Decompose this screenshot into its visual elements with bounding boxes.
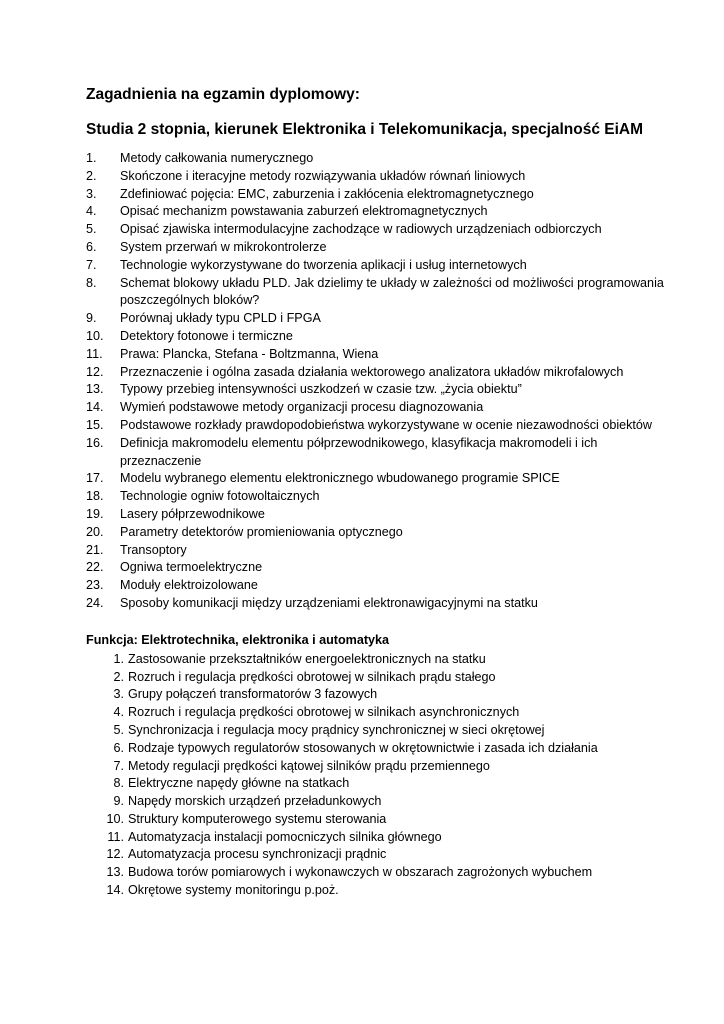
list-item xyxy=(86,595,684,613)
list-item-number: 21. xyxy=(86,542,104,557)
list-item-number: 15. xyxy=(86,417,104,432)
list-item-text: Budowa torów pomiarowych i wykonawczych w obszarach zagrożonych wybuchem xyxy=(128,865,593,880)
list-item-text: Detektory fotonowe i termiczne xyxy=(120,328,293,343)
list-item-text: Technologie ogniw fotowoltaicznych xyxy=(120,489,320,504)
list-item-text: Podstawowe rozkłady prawdopodobieństwa wykorzystywane w ocenie niezawodności obiektów xyxy=(120,417,653,432)
list-item-number: 6. xyxy=(86,239,97,254)
list-item xyxy=(86,488,684,506)
list-item-text: Opisać zjawiska intermodulacyjne zachodzące w radiowych urządzeniach odbiorczych xyxy=(120,222,602,237)
list-item xyxy=(86,524,684,542)
list-item-number: 13. xyxy=(106,865,124,880)
list-item xyxy=(86,864,684,882)
list-item xyxy=(86,257,684,275)
list-item-text: Rozruch i regulacja prędkości obrotowej w silnikach prądu stałego xyxy=(128,669,496,684)
list-item-number: 7. xyxy=(86,257,97,272)
list-item xyxy=(86,882,684,900)
list-item-number: 2. xyxy=(86,168,97,183)
list-item-number: 9. xyxy=(113,794,124,809)
list-item-number: 5. xyxy=(86,222,97,237)
list-item xyxy=(86,686,684,704)
list-item-number: 18. xyxy=(86,489,104,504)
list-item xyxy=(86,829,684,847)
list-item-text: Typowy przebieg intensywności uszkodzeń w czasie tzw. „życia obiektu” xyxy=(120,382,522,397)
list-item xyxy=(86,346,684,364)
list-item-number: 20. xyxy=(86,524,104,539)
list-item xyxy=(86,758,684,776)
list-item-number: 2. xyxy=(113,669,124,684)
list-item xyxy=(86,310,684,328)
list-item xyxy=(86,775,684,793)
list-item-number: 12. xyxy=(86,364,104,379)
list-item-text: System przerwań w mikrokontrolerze xyxy=(120,239,327,254)
list-item xyxy=(86,275,684,311)
list-item-number: 10. xyxy=(106,811,124,826)
list-item-text: Struktury komputerowego systemu sterowania xyxy=(128,811,387,826)
list-item-number: 16. xyxy=(86,435,104,450)
list-item xyxy=(86,559,684,577)
list-item-text: Automatyzacja procesu synchronizacji prądnic xyxy=(128,847,387,862)
list-item-text: Schemat blokowy układu PLD. Jak dzielimy te układy w zależności od możliwości programowania poszczególnych bloków? xyxy=(120,275,664,308)
list-item xyxy=(86,577,684,595)
list-item xyxy=(86,651,684,669)
list-item-number: 1. xyxy=(86,151,97,165)
list-item xyxy=(86,417,684,435)
list-item-number: 4. xyxy=(86,204,97,219)
list-item-text: Sposoby komunikacji między urządzeniami elektronawigacyjnymi na statku xyxy=(120,595,538,610)
list-item xyxy=(86,470,684,488)
list-item-number: 12. xyxy=(106,847,124,862)
list-item-text: Technologie wykorzystywane do tworzenia aplikacji i usług internetowych xyxy=(120,257,527,272)
list-item-number: 3. xyxy=(86,186,97,201)
list-item-text: Grupy połączeń transformatorów 3 fazowych xyxy=(128,687,378,702)
list-item xyxy=(86,186,684,204)
list-item xyxy=(86,811,684,829)
list-item xyxy=(86,542,684,560)
list-item xyxy=(86,150,684,168)
list-item-number: 8. xyxy=(113,776,124,791)
list-item xyxy=(86,506,684,524)
list-item-text: Wymień podstawowe metody organizacji procesu diagnozowania xyxy=(120,400,484,415)
document-title: Zagadnienia na egzamin dyplomowy: xyxy=(86,86,360,103)
list-item-number: 13. xyxy=(86,382,104,397)
list-item-number: 3. xyxy=(113,687,124,702)
list-item-number: 11. xyxy=(107,829,124,844)
list-item-text: Metody regulacji prędkości kątowej silników prądu przemiennego xyxy=(128,758,490,773)
list-item-number: 19. xyxy=(86,506,104,521)
list-item xyxy=(86,740,684,758)
list-item-text: Prawa: Plancka, Stefana - Boltzmanna, Wiena xyxy=(120,346,379,361)
list-item xyxy=(86,793,684,811)
list-item-number: 14. xyxy=(86,400,104,415)
list-item xyxy=(86,722,684,740)
list-item-number: 14. xyxy=(106,883,124,898)
list-item xyxy=(86,221,684,239)
list-item-text: Zastosowanie przekształtników energoelektronicznych na statku xyxy=(128,651,486,666)
list-item xyxy=(86,381,684,399)
list-item-text: Opisać mechanizm powstawania zaburzeń elektromagnetycznych xyxy=(120,204,488,219)
list-item-text: Modelu wybranego elementu elektronicznego wbudowanego programie SPICE xyxy=(120,471,560,486)
list-item-text: Rozruch i regulacja prędkości obrotowej w silnikach asynchronicznych xyxy=(128,705,520,720)
list-item-number: 24. xyxy=(86,595,104,610)
list-item-number: 9. xyxy=(86,311,97,326)
list-item-text: Okrętowe systemy monitoringu p.poż. xyxy=(128,883,339,898)
list-item-number: 11. xyxy=(86,346,103,361)
list-item-number: 23. xyxy=(86,578,104,593)
list-item xyxy=(86,364,684,382)
list-item-text: Synchronizacja i regulacja mocy prądnicy synchronicznej w sieci okrętowej xyxy=(128,722,545,737)
function-topics-list xyxy=(86,651,684,900)
list-item xyxy=(86,435,684,471)
list-item-text: Ogniwa termoelektryczne xyxy=(120,560,263,575)
list-item-number: 22. xyxy=(86,560,104,575)
list-item-number: 6. xyxy=(113,740,124,755)
list-item xyxy=(86,168,684,186)
list-item-number: 17. xyxy=(86,471,104,486)
section-title: Funkcja: Elektrotechnika, elektronika i automatyka xyxy=(86,632,390,647)
document-subtitle: Studia 2 stopnia, kierunek Elektronika i Telekomunikacja, specjalność EiAM xyxy=(86,121,644,138)
list-item-text: Przeznaczenie i ogólna zasada działania wektorowego analizatora układów mikrofalowych xyxy=(120,364,624,379)
list-item-text: Definicja makromodelu elementu półprzewodnikowego, klasyfikacja makromodeli i ich przeznaczenie xyxy=(120,435,598,468)
exam-topics-list xyxy=(86,150,684,613)
list-item-text: Napędy morskich urządzeń przeładunkowych xyxy=(128,794,382,809)
list-item-text: Transoptory xyxy=(120,542,187,557)
list-item-text: Elektryczne napędy główne na statkach xyxy=(128,776,350,791)
list-item xyxy=(86,203,684,221)
list-item xyxy=(86,399,684,417)
list-item xyxy=(86,669,684,687)
list-item-number: 8. xyxy=(86,275,97,290)
list-item-number: 10. xyxy=(86,328,104,343)
list-item xyxy=(86,846,684,864)
list-item-text: Rodzaje typowych regulatorów stosowanych w okrętownictwie i zasada ich działania xyxy=(128,740,598,755)
list-item-text: Porównaj układy typu CPLD i FPGA xyxy=(120,311,321,326)
list-item-text: Metody całkowania numerycznego xyxy=(120,151,314,165)
list-item-text: Parametry detektorów promieniowania optycznego xyxy=(120,524,403,539)
list-item-number: 4. xyxy=(113,705,124,720)
list-item-text: Lasery półprzewodnikowe xyxy=(120,506,265,521)
list-item xyxy=(86,239,684,257)
list-item-number: 1. xyxy=(113,651,124,666)
list-item xyxy=(86,704,684,722)
list-item-text: Automatyzacja instalacji pomocniczych silnika głównego xyxy=(128,829,442,844)
list-item-number: 5. xyxy=(113,722,124,737)
list-item-number: 7. xyxy=(113,758,124,773)
list-item-text: Zdefiniować pojęcia: EMC, zaburzenia i zakłócenia elektromagnetycznego xyxy=(120,186,534,201)
list-item-text: Skończone i iteracyjne metody rozwiązywania układów równań liniowych xyxy=(120,168,526,183)
list-item xyxy=(86,328,684,346)
list-item-text: Moduły elektroizolowane xyxy=(120,578,258,593)
